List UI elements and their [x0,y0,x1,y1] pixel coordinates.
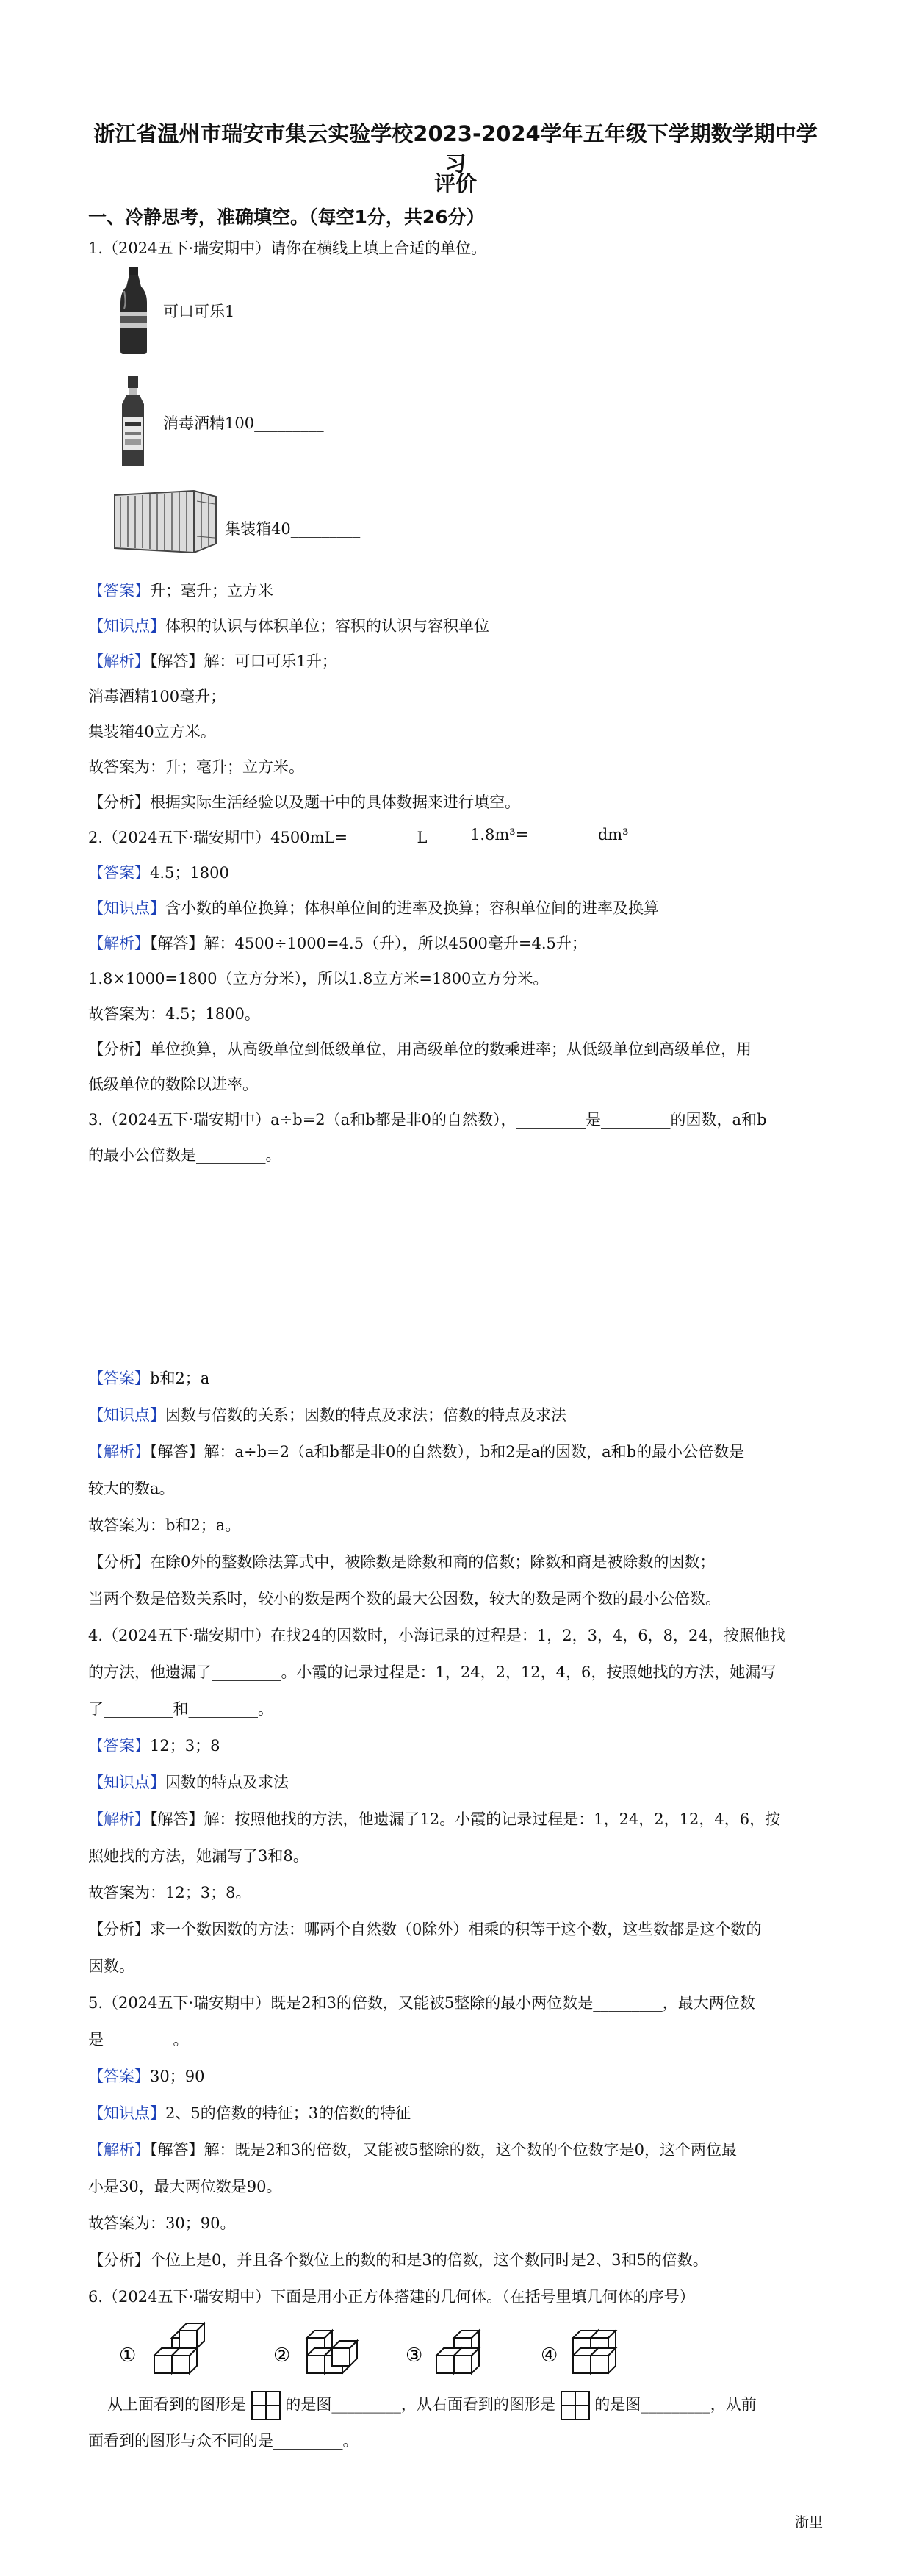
top-view-grid-icon [251,2391,281,2420]
q1-answer [88,579,273,601]
q3-stem: 3.（2024五下·瑞安期中）a÷b=2（a和b都是非0的自然数），_________是_________的因数，a和b [88,1111,767,1129]
document-title-line2: 评价 [433,171,477,196]
q2-analysis [88,932,587,954]
q4-answer [88,1734,220,1756]
comment-tag: 【分析】 [88,1553,150,1571]
figure-1 [119,2323,204,2373]
q1-analysis-line2: 消毒酒精100毫升； [88,688,226,705]
q6-text-front: 的是图_________，从前 [594,2395,757,2414]
q3-comment-line2: 当两个数是倍数关系时，较小的数是两个数的最大公因数，较大的数是两个数的最小公倍数。 [88,1590,721,1608]
q1-analysis-line3: 集装箱40立方米。 [88,723,216,741]
q4-analysis [88,1807,780,1830]
q1-stem: 1.（2024五下·瑞安期中）请你在横线上填上合适的单位。 [88,240,487,257]
page-footer: 浙里 [794,2514,823,2530]
answer-tag: 【答案】 [88,2068,150,2085]
q2-stem-b: 1.8m³=_________dm³ [470,826,629,843]
knowledge-text: 因数与倍数的关系；因数的特点及求法；倍数的特点及求法 [165,1406,566,1424]
comment-text: 个位上是0，并且各个数位上的数的和是3的倍数，这个数同时是2、3和5的倍数。 [150,2251,708,2269]
knowledge-tag: 【知识点】 [88,1774,165,1791]
comment-text: 根据实际生活经验以及题干中的具体数据来进行填空。 [150,794,520,811]
q6-views-line [107,2391,757,2420]
figure-3 [406,2331,479,2373]
q1-comment [88,791,520,813]
analysis-tag: 【解析】 [88,1810,150,1828]
q5-analysis-line3: 故答案为：30；90。 [88,2215,236,2232]
q1-item-alcohol: 消毒酒精100_________ [163,414,324,432]
q2-comment [88,1037,752,1059]
figure-4-label: ④ [541,2345,558,2367]
figure-3-label: ③ [406,2345,423,2367]
answer-text: 12；3；8 [150,1737,220,1755]
q6-stem: 6.（2024五下·瑞安期中）下面是用小正方体搭建的几何体。（在括号里填几何体的序号） [88,2288,695,2306]
q4-stem: 4.（2024五下·瑞安期中）在找24的因数时，小海记录的过程是：1，2，3，4，6，8，24，按照他找 [88,1627,785,1644]
q6-figures [110,2314,815,2381]
knowledge-tag: 【知识点】 [88,617,165,635]
q4-comment [88,1918,761,1940]
knowledge-text: 2、5的倍数的特征；3的倍数的特征 [165,2104,411,2122]
analysis-tag: 【解析】 [88,2141,150,2159]
q4-analysis-line3: 故答案为：12；3；8。 [88,1884,251,1902]
q2-stem-a: 2.（2024五下·瑞安期中）4500mL=_________L [88,829,428,846]
comment-tag: 【分析】 [88,1040,150,1058]
q3-stem-line2: 的最小公倍数是_________。 [88,1146,281,1164]
analysis-text: 【解答】解：按照他找的方法，他遗漏了12。小霞的记录过程是：1，24，2，12，4，6，按 [150,1810,781,1828]
q3-knowledge [88,1403,566,1425]
answer-tag: 【答案】 [88,864,150,882]
q5-answer [88,2065,204,2087]
right-view-grid-icon [561,2391,590,2420]
q5-analysis [88,2138,737,2160]
knowledge-tag: 【知识点】 [88,1406,165,1424]
q1-knowledge [88,614,489,636]
knowledge-tag: 【知识点】 [88,2104,165,2122]
comment-text: 在除0外的整数除法算式中，被除数是除数和商的倍数；除数和商是被除数的因数； [150,1553,716,1571]
q4-comment-line2: 因数。 [88,1957,134,1975]
answer-tag: 【答案】 [88,1370,150,1387]
comment-tag: 【分析】 [88,794,150,811]
q6-text-right-view: 的是图_________，从右面看到的图形是 [285,2395,555,2414]
q2-knowledge [88,896,659,918]
analysis-tag: 【解析】 [88,652,150,670]
q5-stem: 5.（2024五下·瑞安期中）既是2和3的倍数，又能被5整除的最小两位数是_________，最大两位数 [88,1994,755,2012]
knowledge-tag: 【知识点】 [88,899,165,917]
analysis-tag: 【解析】 [88,935,150,952]
q6-text-top-view: 从上面看到的图形是 [107,2395,246,2414]
analysis-text: 【解答】解：既是2和3的倍数，又能被5整除的数，这个数的个位数字是0，这个两位最 [150,2141,737,2159]
q1-item-container: 集装箱40_________ [225,520,361,538]
q5-knowledge [88,2101,411,2123]
q2-analysis-line2: 1.8×1000=1800（立方分米），所以1.8立方米=1800立方分米。 [88,970,549,987]
q3-comment [88,1550,715,1572]
answer-tag: 【答案】 [88,582,150,600]
q5-comment [88,2248,708,2270]
figure-1-label: ① [119,2345,137,2367]
section-heading: 一、冷静思考，准确填空。（每空1分，共26分） [88,206,485,228]
figure-4 [541,2331,616,2373]
q1-analysis-line4: 故答案为：升；毫升；立方米。 [88,758,304,776]
q3-analysis [88,1440,744,1462]
q2-answer [88,861,229,883]
q2-analysis-line3: 故答案为：4.5；1800。 [88,1005,260,1023]
q1-item-cola: 可口可乐1_________ [163,303,304,320]
answer-tag: 【答案】 [88,1737,150,1755]
q3-answer [88,1367,209,1389]
q4-analysis-line2: 照她找的方法，她漏写了3和8。 [88,1847,309,1865]
comment-tag: 【分析】 [88,2251,150,2269]
q5-analysis-line2: 小是30，最大两位数是90。 [88,2178,282,2195]
analysis-text: 【解答】解：可口可乐1升； [150,652,337,670]
analysis-text: 【解答】解：a÷b=2（a和b都是非0的自然数），b和2是a的因数，a和b的最小公倍数是 [150,1443,745,1461]
q6-line2: 面看到的图形与众不同的是_________。 [88,2432,359,2450]
document-title-line1: 浙江省温州市瑞安市集云实验学校2023-2024学年五年级下学期数学期中学习 [93,121,818,176]
answer-text: 30；90 [150,2068,205,2085]
alcohol-bottle-icon [116,375,150,469]
comment-text: 单位换算，从高级单位到低级单位，用高级单位的数乘进率；从低级单位到高级单位，用 [150,1040,752,1058]
analysis-text: 【解答】解：4500÷1000=4.5（升），所以4500毫升=4.5升； [150,935,587,952]
q4-stem-line3: 了_________和_________。 [88,1700,273,1718]
cola-bottle-icon [112,266,156,356]
answer-text: 4.5；1800 [150,864,229,882]
figure-2 [273,2331,357,2373]
answer-text: 升；毫升；立方米 [150,582,273,600]
figure-2-label: ② [273,2345,291,2367]
q3-analysis-line3: 故答案为：b和2；a。 [88,1517,241,1534]
q4-knowledge [88,1771,289,1793]
knowledge-text: 体积的认识与体积单位；容积的认识与容积单位 [165,617,489,635]
analysis-tag: 【解析】 [88,1443,150,1461]
q4-stem-line2: 的方法，他遗漏了_________。小霞的记录过程是：1，24，2，12，4，6，按照她找的方法，她漏写 [88,1663,777,1681]
q2-comment-line2: 低级单位的数除以进率。 [88,1076,258,1093]
shipping-container-icon [112,485,219,555]
answer-text: b和2；a [150,1370,210,1387]
q5-stem-line2: 是_________。 [88,2031,189,2048]
q3-analysis-line2: 较大的数a。 [88,1480,175,1497]
knowledge-text: 含小数的单位换算；体积单位间的进率及换算；容积单位间的进率及换算 [165,899,659,917]
q1-analysis [88,650,337,672]
comment-tag: 【分析】 [88,1921,150,1938]
knowledge-text: 因数的特点及求法 [165,1774,289,1791]
comment-text: 求一个数因数的方法：哪两个自然数（0除外）相乘的积等于这个数，这些数都是这个数的 [150,1921,762,1938]
